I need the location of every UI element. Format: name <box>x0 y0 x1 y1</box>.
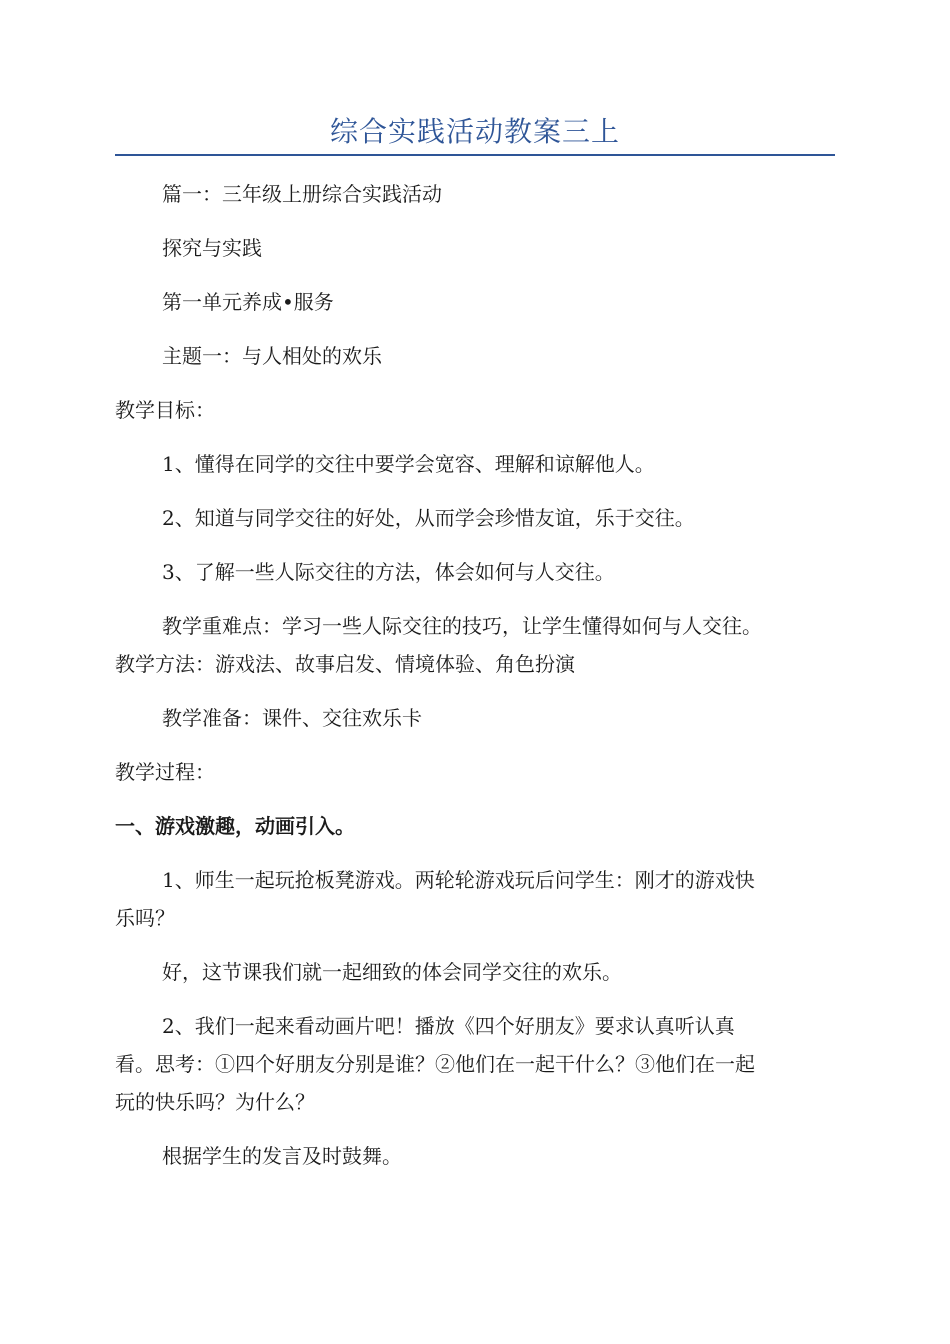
title-underline <box>115 154 835 156</box>
process-heading: 教学过程： <box>115 760 215 784</box>
paragraph-line: 2、我们一起来看动画片吧！播放《四个好朋友》要求认真听认真 <box>162 1014 735 1038</box>
unit-line: 第一单元养成•服务 <box>162 290 334 314</box>
paragraph-line: 根据学生的发言及时鼓舞。 <box>162 1144 402 1168</box>
subject-line: 探究与实践 <box>162 236 262 260</box>
preparation-line: 教学准备：课件、交往欢乐卡 <box>162 706 422 730</box>
objective-item: 2、知道与同学交往的好处，从而学会珍惜友谊，乐于交往。 <box>162 506 695 530</box>
paragraph-line: 看。思考：①四个好朋友分别是谁？②他们在一起干什么？③他们在一起 <box>115 1052 755 1076</box>
paragraph-line: 乐吗？ <box>115 906 175 930</box>
paragraph-line: 玩的快乐吗？为什么？ <box>115 1090 315 1114</box>
document-title: 综合实践活动教案三上 <box>329 115 620 148</box>
objective-item: 3、了解一些人际交往的方法，体会如何与人交往。 <box>162 560 615 584</box>
methods-line: 教学方法：游戏法、故事启发、情境体验、角色扮演 <box>115 652 575 676</box>
theme-line: 主题一：与人相处的欢乐 <box>162 344 382 368</box>
objectives-heading: 教学目标： <box>115 398 215 422</box>
step-heading: 一、游戏激趣，动画引入。 <box>115 814 355 838</box>
paragraph-line: 好，这节课我们就一起细致的体会同学交往的欢乐。 <box>162 960 622 984</box>
key-points-line: 教学重难点：学习一些人际交往的技巧，让学生懂得如何与人交往。 <box>162 614 762 638</box>
objective-item: 1、懂得在同学的交往中要学会宽容、理解和谅解他人。 <box>162 452 655 476</box>
section-heading: 篇一：三年级上册综合实践活动 <box>162 182 442 206</box>
paragraph-line: 1、师生一起玩抢板凳游戏。两轮轮游戏玩后问学生：刚才的游戏快 <box>162 868 755 892</box>
